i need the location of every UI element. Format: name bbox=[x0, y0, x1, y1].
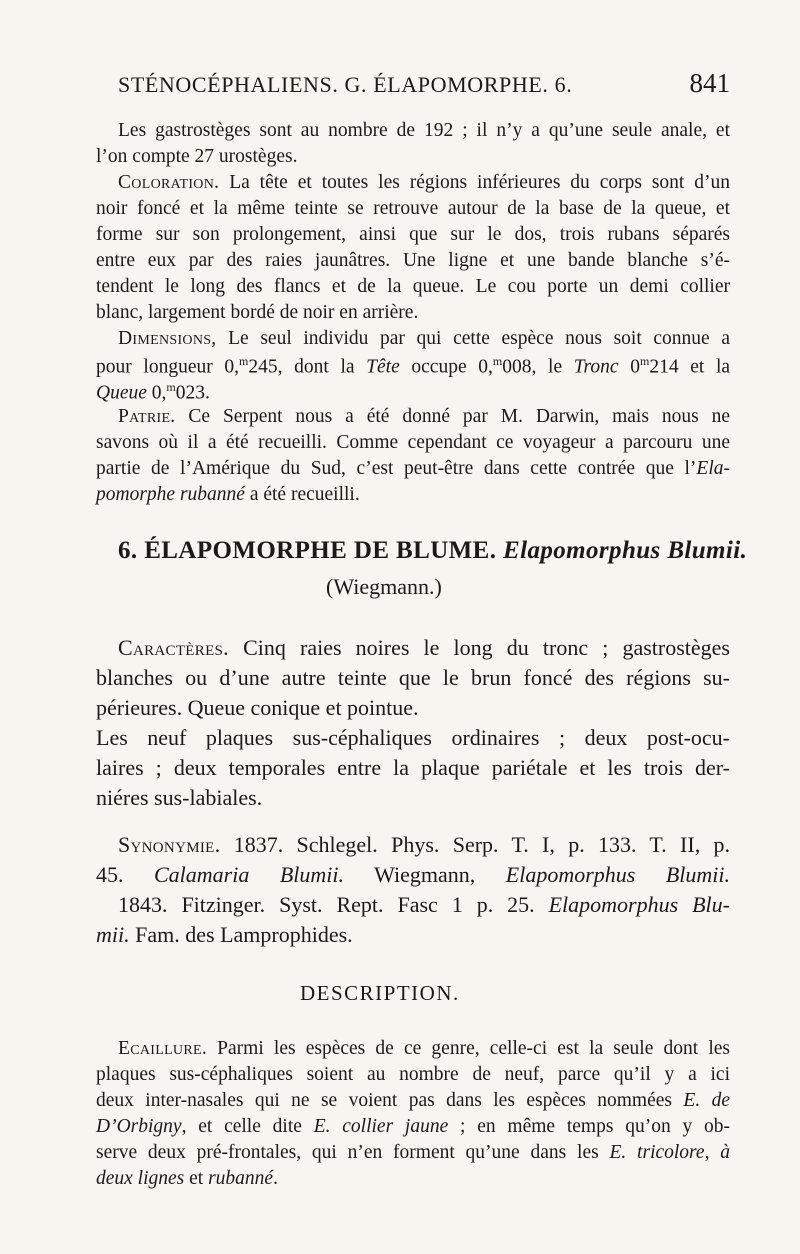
section-label-synonymie: Synonymie. bbox=[118, 832, 221, 857]
running-title: STÉNOCÉPHALIENS. G. ÉLAPOMORPHE. 6. bbox=[118, 72, 573, 97]
synonymie-line: Synonymie. 1837. Schlegel. Phys. Serp. T. I, p. 133. T. II, p. bbox=[118, 832, 731, 857]
species-latin-name: Elapomorphus Blumii. bbox=[503, 537, 748, 564]
dimensions-line: Queue 0,$^m$023. bbox=[96, 380, 210, 404]
species-authority: (Wiegmann.) bbox=[326, 574, 442, 599]
caracteres-line: blanches ou d’une autre teinte que le brun foncé des régions su- bbox=[96, 665, 730, 690]
dimensions-line: pour longueur 0,$^m$245, dont la Tête occupe 0,$^m$008, le Tronc 0$^m$214 et la bbox=[96, 354, 731, 378]
ecaillure-line: D’Orbigny, et celle dite E. collier jaune ; en même temps qu’on y ob- bbox=[96, 1116, 730, 1137]
synonymie-line: 45. Calamaria Blumii. Wiegmann, Elapomorphus Blumii. bbox=[96, 862, 730, 887]
species-number: 6. bbox=[118, 537, 138, 564]
caracteres-line: Les neuf plaques sus-céphaliques ordinaires ; deux post-ocu- bbox=[96, 725, 730, 750]
species-name: ÉLAPOMORPHE DE BLUME. bbox=[144, 537, 497, 564]
ecaillure-line: Ecaillure. Parmi les espèces de ce genre, celle-ci est la seule dont les bbox=[118, 1038, 730, 1059]
section-label-ecaillure: Ecaillure. bbox=[118, 1038, 208, 1059]
paragraph-line: l’on compte 27 urostèges. bbox=[96, 146, 298, 167]
synonymie-line: 1843. Fitzinger. Syst. Rept. Fasc 1 p. 25. Elapomorphus Blu- bbox=[118, 892, 730, 917]
coloration-line: Coloration. La tête et toutes les régions inférieures du corps sont d’un bbox=[118, 172, 730, 193]
patrie-line: Patrie. Ce Serpent nous a été donné par M. Darwin, mais nous ne bbox=[118, 406, 730, 427]
coloration-line: blanc, largement bordé de noir en arrière. bbox=[96, 302, 419, 323]
ecaillure-line: deux inter-nasales qui ne se voient pas dans les espèces nommées E. de bbox=[96, 1090, 730, 1111]
section-label-caracteres: Caractères. bbox=[118, 635, 229, 660]
ecaillure-line: serve deux pré-frontales, qui n’en forment qu’une dans les E. tricolore, à bbox=[96, 1142, 730, 1163]
caracteres-line: laires ; deux temporales entre la plaque pariétale et les trois der- bbox=[96, 755, 730, 780]
section-label-patrie: Patrie. bbox=[118, 406, 176, 427]
paragraph-line: Les gastrostèges sont au nombre de 192 ; il n’y a qu’une seule anale, et bbox=[118, 120, 730, 141]
ecaillure-line: plaques sus-céphaliques soient au nombre de neuf, parce qu’il y a ici bbox=[96, 1064, 730, 1085]
page-number: 841 bbox=[689, 68, 730, 98]
description-heading: DESCRIPTION. bbox=[300, 981, 460, 1005]
ecaillure-line: deux lignes et rubanné. bbox=[96, 1168, 278, 1189]
species-heading bbox=[118, 538, 747, 563]
patrie-line: partie de l’Amérique du Sud, c’est peut-être dans cette contrée que l’Ela- bbox=[96, 458, 730, 479]
coloration-line: noir foncé et la même teinte se retrouve autour de la base de la queue, et bbox=[96, 198, 730, 219]
coloration-line: forme sur son prolongement, ainsi que sur le dos, trois rubans séparés bbox=[96, 224, 730, 245]
caracteres-line: périeures. Queue conique et pointue. bbox=[96, 695, 419, 720]
caracteres-line: niéres sus-labiales. bbox=[96, 785, 263, 810]
section-label-coloration: Coloration. bbox=[118, 172, 220, 193]
synonymie-line: mii. Fam. des Lamprophides. bbox=[96, 922, 353, 947]
caracteres-line: Caractères. Cinq raies noires le long du tronc ; gastrostèges bbox=[118, 635, 730, 660]
section-label-dimensions: Dimensions, bbox=[118, 328, 217, 349]
coloration-line: tendent le long des flancs et de la queue. Le cou porte un demi collier bbox=[96, 276, 730, 297]
dimensions-line: Dimensions, Le seul individu par qui cette espèce nous soit connue a bbox=[118, 328, 730, 349]
patrie-line: pomorphe rubanné a été recueilli. bbox=[96, 484, 360, 505]
coloration-line: entre eux par des raies jaunâtres. Une ligne et une bande blanche s’é- bbox=[96, 250, 730, 271]
patrie-line: savons où il a été recueilli. Comme cependant ce voyageur a parcouru une bbox=[96, 432, 730, 453]
